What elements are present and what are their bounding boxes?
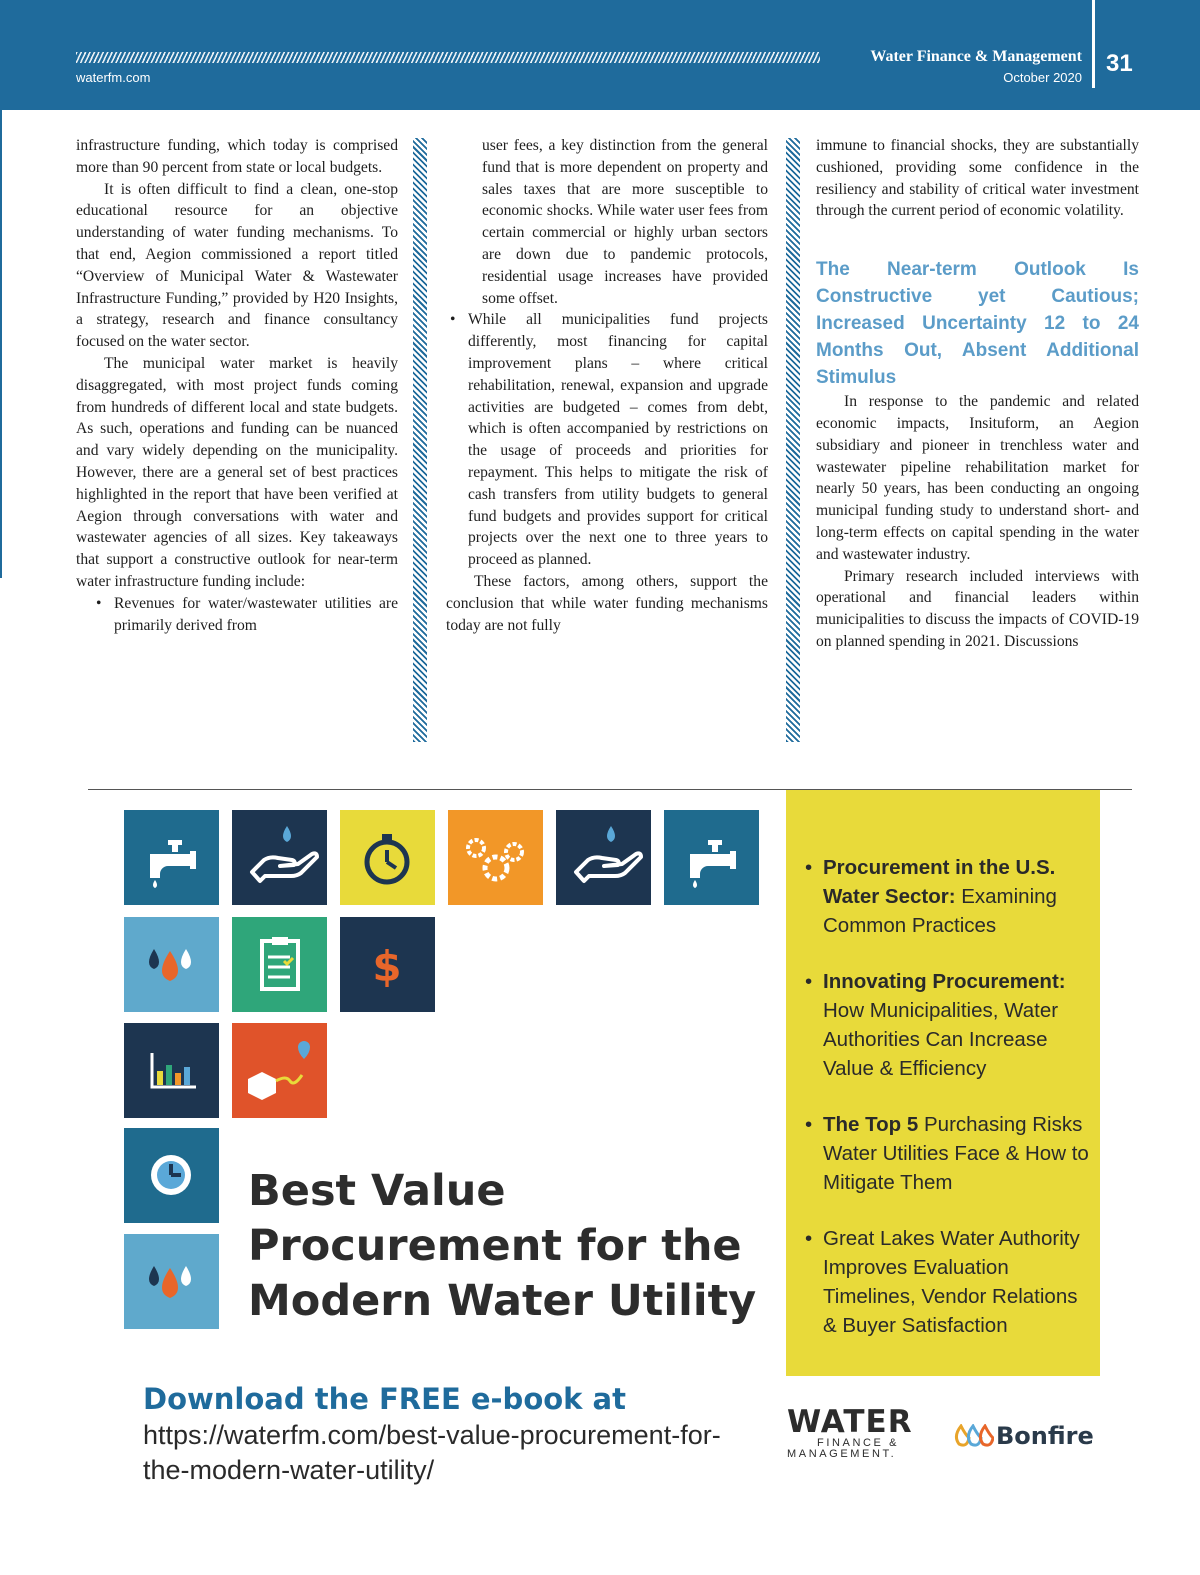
- article-column-2: [446, 135, 768, 636]
- left-edge-bar: [0, 110, 2, 578]
- list-item: • Innovating Procurement: How Municipalities, Water Authorities Can Increase Value & Efficiency: [805, 967, 1095, 1083]
- site-url[interactable]: waterfm.com: [76, 70, 151, 85]
- paragraph: The municipal water market is heavily disaggregated, with most project funds coming from hundreds of different local and state budgets. As such, operations and funding can be nuanced and vary widely depending on the municipality. However, there are a general set of best practices highlighted in the report that have been verified at Aegion through conversations with water and wastewater agencies of all sizes. Key takeaways that support a constructive outlook for near-term water infrastructure funding include:: [76, 354, 398, 590]
- header-divider: [1092, 0, 1095, 88]
- list-item: • Great Lakes Water Authority Improves Evaluation Timelines, Vendor Relations & Buyer Satisfaction: [805, 1224, 1095, 1340]
- water-drops-icon: [124, 1234, 219, 1329]
- bar-chart-icon: [124, 1023, 219, 1118]
- clipboard-checklist-icon: [232, 917, 327, 1012]
- ad-headline-line: Modern Water Utility: [248, 1276, 757, 1326]
- delivery-box-icon: [232, 1023, 327, 1118]
- paragraph: infrastructure funding, which today is comprised more than 90 percent from state or local budgets.: [76, 137, 398, 176]
- paragraph: Primary research included interviews with operational and financial leaders within municipalities to discuss the impacts of COVID-19 on planned spending in 2021. Discussions: [816, 567, 1139, 650]
- ad-headline-line: Best Value: [248, 1166, 506, 1216]
- section-subhead: The Near-term Outlook Is Constructive yet Cautious; Increased Uncertainty 12 to 24 Months Out, Absent Additional Stimulus: [816, 259, 1139, 389]
- water-drops-icon: [124, 917, 219, 1012]
- faucet-icon: [124, 810, 219, 905]
- column-separator: [413, 138, 427, 742]
- dollar-icon: [340, 917, 435, 1012]
- gears-icon: [448, 810, 543, 905]
- water-finance-management-logo: WATER FINANCE & MANAGEMENT.: [787, 1404, 913, 1460]
- magazine-title: Water Finance & Management: [870, 48, 1082, 65]
- clock-icon: [124, 1128, 219, 1223]
- ad-headline: [248, 1164, 756, 1329]
- paragraph: immune to financial shocks, they are substantially cushioned, providing some confidence in the resiliency and stability of critical water investment through the current period of economic volatility.: [816, 137, 1139, 220]
- ebook-contents-list: [805, 853, 1095, 1367]
- column-separator: [786, 138, 800, 742]
- hand-water-drop-icon: [232, 810, 327, 905]
- bullet-continuation: user fees, a key distinction from the general fund that is more dependent on property and sales taxes that are more susceptible to economic shocks. While water user fees from certain commercial or highly urban sectors are down due to pandemic protocols, residential usage increases have provided some offset.: [482, 137, 768, 307]
- stopwatch-icon: [340, 810, 435, 905]
- page-header: [0, 0, 1200, 110]
- hand-water-drop-icon: [556, 810, 651, 905]
- header-hatch-rule: [76, 52, 820, 63]
- download-link[interactable]: https://waterfm.com/best-value-procurement-for-the-modern-water-utility/: [143, 1420, 721, 1485]
- paragraph: In response to the pandemic and related economic impacts, Insituform, an Aegion subsidiary and pioneer in trenchless water and wastewater pipeline rehabilitation market for nearly 50 years, has been conducting an ongoing municipal funding study to understand short- and long-term effects on capital spending in the water and wastewater industry.: [816, 393, 1139, 563]
- paragraph: It is often difficult to find a clean, one-stop educational resource for an objective understanding of water funding mechanisms. To that end, Aegion commissioned a report titled “Overview of Municipal Water & Wastewater Infrastructure Funding,” provided by H20 Insights, a strategy, research and finance consultancy focused on the water sector.: [76, 180, 398, 351]
- bonfire-logo: Bonfire: [954, 1422, 1094, 1450]
- bullet-item: • Revenues for water/wastewater utilities are primarily derived from: [76, 593, 398, 637]
- issue-date: October 2020: [1003, 70, 1082, 85]
- bonfire-flame-icon: [954, 1424, 994, 1448]
- bullet-item: • While all municipalities fund projects differently, most financing for capital improvement plans – where critical rehabilitation, renewal, expansion and upgrade activities are budgeted – comes from debt, which is often accompanied by restrictions on the usage of proceeds and priorities for repayment. This helps to mitigate the risk of cash transfers from utility budgets to general fund budgets and provides support for critical projects over the next one to three years to proceed as planned.: [446, 309, 768, 571]
- list-item: • The Top 5 Purchasing Risks Water Utilities Face & How to Mitigate Them: [805, 1110, 1095, 1197]
- article-column-3: [816, 135, 1139, 653]
- faucet-icon: [664, 810, 759, 905]
- download-cta: Download the FREE e-book at: [143, 1382, 626, 1416]
- page-number: 31: [1106, 50, 1133, 77]
- list-item: • Procurement in the U.S. Water Sector: Examining Common Practices: [805, 853, 1095, 940]
- article-column-1: [76, 135, 398, 636]
- svg-text:$: $: [372, 942, 402, 991]
- ad-headline-line: Procurement for the: [248, 1221, 742, 1271]
- paragraph: These factors, among others, support the conclusion that while water funding mechanisms today are not fully: [446, 572, 768, 634]
